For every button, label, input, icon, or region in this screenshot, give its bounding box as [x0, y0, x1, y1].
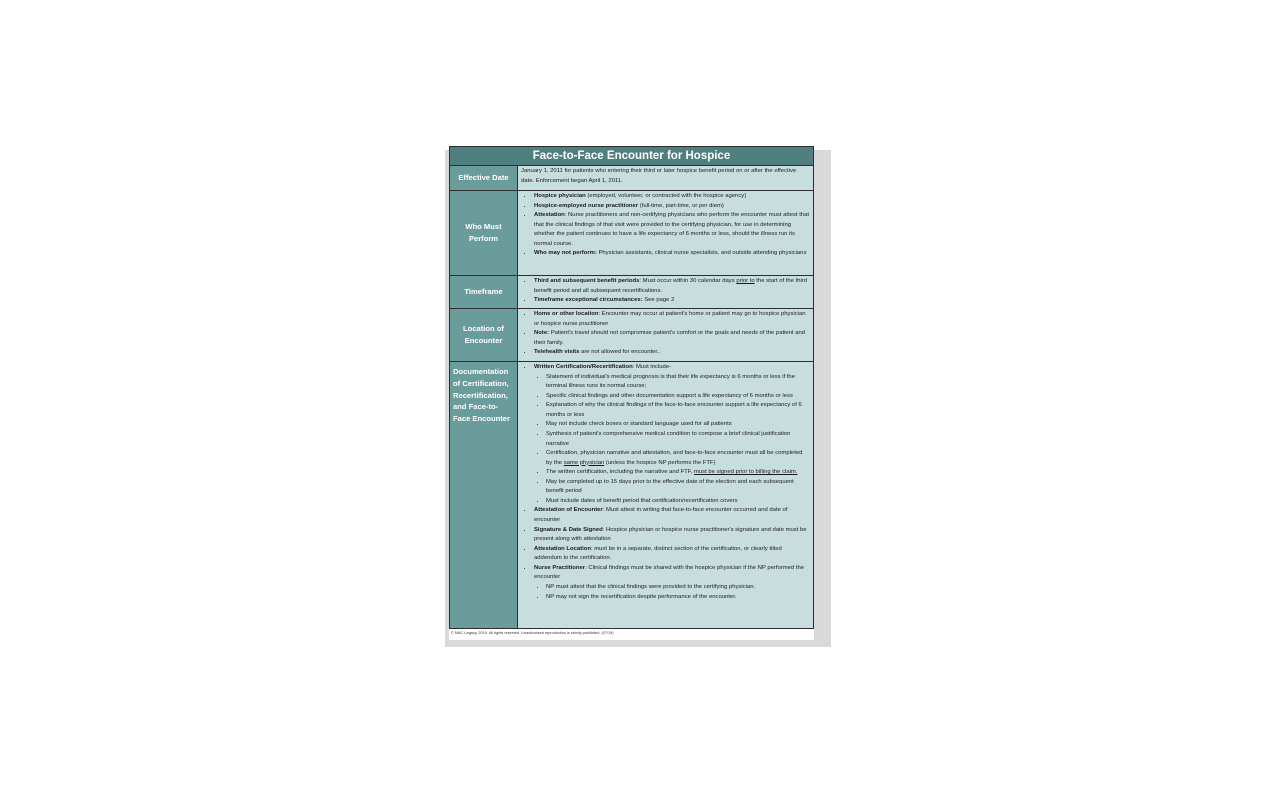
list-item: • Telehealth visits are not allowed for encounter..: [533, 348, 810, 358]
list-item: • Nurse Practitioner: Clinical findings must be shared with the hospice physician if the NP performed the encounter • NP must attest that the clinical findings were provided to the certifying physician. • NP may not sign the recertification despite performance of the encounter.: [533, 564, 810, 602]
sub-list-item: • Specific clinical findings and other documentation support a life expectancy of 6 months or less: [546, 392, 810, 402]
sub-list-item: • Explanation of why the clinical findings of the face-to-face encounter support a life expectancy of 6 months or less: [546, 401, 810, 420]
list-item: • Attestation of Encounter: Must attest in writing that face-to-face encounter occurred and date of encounter: [533, 506, 810, 525]
list-item: • Attestation Location: must be in a separate, distinct section of the certification, or clearly titled addendum to the certification.: [533, 545, 810, 564]
row-content-documentation: [518, 362, 813, 628]
sub-list-item: • Synthesis of patient's comprehensive medical condition to compose a brief clinical justification narrative: [546, 430, 810, 449]
list-item: • Signature & Date Signed: Hospice physician or hospice nurse practitioner's signature and date must be present along with attestation: [533, 526, 810, 545]
list-item: • Note: Patient's travel should not compromise patient's comfort or the goals and needs of the patient and their family.: [533, 329, 810, 348]
row-label-who-must-perform: Who Must Perform: [450, 191, 518, 275]
sub-list-item: • Certification, physician narrative and attestation, and face-to-face encounter must all be completed by the same physician (unless the hospice NP performs the FTF): [546, 449, 810, 468]
sub-list-item: • NP must attest that the clinical findings were provided to the certifying physician.: [546, 583, 810, 593]
list-item: • Timeframe exceptional circumstances: See page 2: [533, 296, 810, 306]
row-label-timeframe: Timeframe: [450, 276, 518, 308]
sub-list-item: • Must include dates of benefit period that certification/recertification covers: [546, 497, 810, 507]
sub-list-item: • The written certification, including the narrative and FTF, must be signed prior to billing the claim.: [546, 468, 810, 478]
list-item: • Written Certification/Recertification: Must include- • Statement of individual's medical prognosis is that their life expectancy is 6 months or less if the terminal illness runs its normal course; • Specific clinical findings and other documentation support a life expectancy of 6 months or less • Explanation of why the clinical findings of the face-to-face encounter support a life expectancy of 6 months or less • May not include check boxes or standard language used for all patients • Synthesis of patient's comprehensive medical condition to compose a brief clinical justification narrative • Certification, physician narrative and attestation, and face-to-face encounter must all be completed by the same physician (unless the hospice NP performs the FTF) • The written certification, including the narrative and FTF, must be signed prior to billing the claim. • May be completed up to 15 days prior to the effective date of the election and each subsequent benefit period • Must include dates of benefit period that certification/recertification covers: [533, 363, 810, 506]
row-documentation: [449, 362, 814, 629]
sub-list-item: • Statement of individual's medical prognosis is that their life expectancy is 6 months or less if the terminal illness runs its normal course;: [546, 373, 810, 392]
list-item: • Attestation: Nurse practitioners and non-certifying physicians who perform the encounter must attest that that the clinical findings of that visit were provided to the certifying physician, for use in determining whether the patient continues to have a life expectancy of 6 months or less, should the illness run its normal course.: [533, 211, 810, 249]
list-item: • Hospice-employed nurse practitioner (full-time, part-time, or per diem): [533, 202, 810, 212]
row-who-must-perform: [449, 191, 814, 276]
list-item: • Who may not perform: Physician assistants, clinical nurse specialists, and outside attending physicians: [533, 249, 810, 259]
row-timeframe: [449, 276, 814, 309]
row-label-effective-date: Effective Date: [450, 166, 518, 190]
row-content-timeframe: [518, 276, 813, 308]
row-content-who-must-perform: [518, 191, 813, 275]
sub-list-item: • NP may not sign the recertification despite performance of the encounter.: [546, 593, 810, 603]
list-item: • Home or other location: Encounter may occur at patient's home or patient may go to hospice physician or hospice nurse practitioner: [533, 310, 810, 329]
row-content-effective-date: [518, 166, 813, 190]
sub-list-item: • May be completed up to 15 days prior to the effective date of the election and each subsequent benefit period: [546, 478, 810, 497]
list-item: • Third and subsequent benefit periods: Must occur within 30 calendar days prior to the start of the third benefit period and all subsequent recertifications.: [533, 277, 810, 296]
sub-list-item: • May not include check boxes or standard language used for all patients: [546, 420, 810, 430]
row-location: [449, 309, 814, 362]
list-item: • Hospice physician (employed, volunteer, or contracted with the hospice agency): [533, 192, 810, 202]
effective-date-text: January 1, 2011 for patients who entering their third or later hospice benefit period on or after the effective date. Enforcement began April 1, 2011.: [521, 168, 797, 184]
copyright-footer: © MAC Legacy, 2019. All rights reserved. Unauthorized reproduction is strictly prohibited. (07/19): [451, 631, 614, 635]
row-label-documentation: Documentation of Certification, Recertification, and Face-to-Face Encounter: [450, 362, 518, 628]
row-label-location: Location of Encounter: [450, 309, 518, 361]
row-effective-date: [449, 166, 814, 191]
document-title: Face-to-Face Encounter for Hospice: [449, 146, 814, 166]
document-page: [449, 146, 814, 640]
row-content-location: [518, 309, 813, 361]
